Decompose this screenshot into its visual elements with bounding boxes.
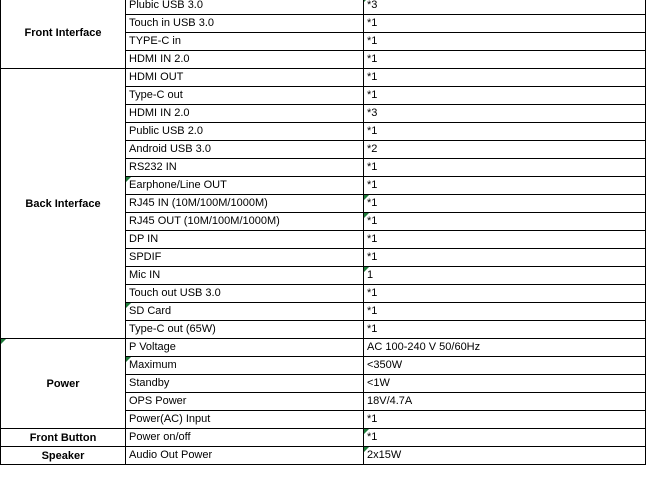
spec-value: *1 — [364, 321, 646, 339]
spec-value: *2 — [364, 141, 646, 159]
table-row — [1, 0, 646, 15]
table-row — [1, 69, 646, 87]
spec-item: Touch in USB 3.0 — [126, 15, 364, 33]
spec-item: Plubic USB 3.0 — [126, 0, 364, 15]
spec-item: Earphone/Line OUT — [126, 177, 364, 195]
category-speaker: Speaker — [1, 447, 126, 465]
spec-item: DP IN — [126, 231, 364, 249]
spec-item: P Voltage — [126, 339, 364, 357]
spec-value: 1 — [364, 267, 646, 285]
category-front-interface: Front Interface — [1, 0, 126, 69]
category-power: Power — [1, 339, 126, 429]
spec-item: RJ45 OUT (10M/100M/1000M) — [126, 213, 364, 231]
spec-item: Standby — [126, 375, 364, 393]
spec-value: *1 — [364, 123, 646, 141]
spec-item: TYPE-C in — [126, 33, 364, 51]
spec-value: *1 — [364, 15, 646, 33]
spec-item: Mic IN — [126, 267, 364, 285]
spec-item: Power on/off — [126, 429, 364, 447]
spec-value: *1 — [364, 195, 646, 213]
spec-item: HDMI IN 2.0 — [126, 105, 364, 123]
spec-item: SD Card — [126, 303, 364, 321]
table-row — [1, 339, 646, 357]
spec-item: Public USB 2.0 — [126, 123, 364, 141]
spec-value: *1 — [364, 429, 646, 447]
spec-item: OPS Power — [126, 393, 364, 411]
spec-value: 18V/4.7A — [364, 393, 646, 411]
spec-value: *1 — [364, 231, 646, 249]
spec-value: <350W — [364, 357, 646, 375]
spec-value: AC 100-240 V 50/60Hz — [364, 339, 646, 357]
spec-value: *1 — [364, 87, 646, 105]
spec-value: *1 — [364, 213, 646, 231]
spec-item: Android USB 3.0 — [126, 141, 364, 159]
spec-item: RJ45 IN (10M/100M/1000M) — [126, 195, 364, 213]
spec-value: *1 — [364, 303, 646, 321]
spec-item: Maximum — [126, 357, 364, 375]
spec-value: *1 — [364, 285, 646, 303]
spec-value: 2x15W — [364, 447, 646, 465]
spec-value: *3 — [364, 0, 646, 15]
spec-value: <1W — [364, 375, 646, 393]
spec-value: *1 — [364, 33, 646, 51]
spec-value: *1 — [364, 69, 646, 87]
table-row — [1, 429, 646, 447]
spec-item: RS232 IN — [126, 159, 364, 177]
category-back-interface: Back Interface — [1, 69, 126, 339]
spec-item: HDMI OUT — [126, 69, 364, 87]
spec-item: Type-C out (65W) — [126, 321, 364, 339]
category-front-button: Front Button — [1, 429, 126, 447]
table-row — [1, 447, 646, 465]
spec-value: *1 — [364, 159, 646, 177]
spec-item: Power(AC) Input — [126, 411, 364, 429]
spec-value: *3 — [364, 105, 646, 123]
spec-item: HDMI IN 2.0 — [126, 51, 364, 69]
spec-value: *1 — [364, 51, 646, 69]
spec-table-body — [1, 0, 646, 465]
spec-value: *1 — [364, 177, 646, 195]
spec-item: Type-C out — [126, 87, 364, 105]
spec-item: Audio Out Power — [126, 447, 364, 465]
spec-value: *1 — [364, 249, 646, 267]
spec-item: Touch out USB 3.0 — [126, 285, 364, 303]
spec-item: SPDIF — [126, 249, 364, 267]
spec-value: *1 — [364, 411, 646, 429]
